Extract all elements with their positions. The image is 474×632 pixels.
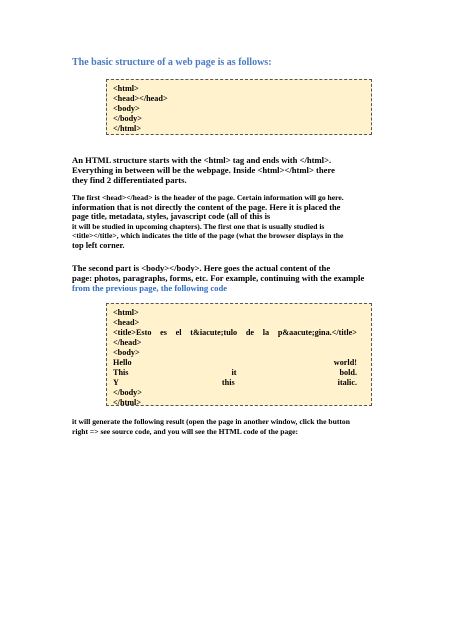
- code-line-hello: [113, 358, 357, 368]
- code-box-example: [106, 303, 372, 406]
- text-line: page title, metadata, styles, javascript code (all of this is: [72, 212, 271, 222]
- paragraph-html-structure: [72, 155, 378, 185]
- code-line: </head>: [113, 338, 142, 347]
- text-line: it will be studied in upcoming chapters). The first one that is usually studied is: [72, 221, 325, 231]
- code-word: bold.: [339, 368, 357, 377]
- text-line: <title></title>, which indicates the title of the page (what the browser displays in the: [72, 231, 344, 241]
- paragraph-body-section: [72, 263, 378, 293]
- code-line: <html>: [113, 84, 139, 93]
- code-line: <head></head>: [113, 94, 168, 103]
- code-word: de: [245, 328, 255, 337]
- code-line: </html>: [113, 398, 141, 407]
- code-line: <body>: [113, 348, 140, 357]
- text-line: Everything in between will be the webpage. Inside <html></html> there: [72, 165, 335, 175]
- code-line-bold: [113, 368, 357, 378]
- code-word: it: [231, 368, 237, 377]
- text-line: right => see source code, and you will see the HTML code of the page:: [72, 426, 298, 436]
- code-word: <title>Esto: [113, 328, 152, 337]
- text-line: page: photos, paragraphs, forms, etc. For example, continuing with the example: [72, 273, 365, 283]
- code-line: </html>: [113, 124, 141, 133]
- paragraph-head-section: [72, 193, 378, 251]
- text-line: The second part is <body></body>. Here goes the actual content of the: [72, 263, 331, 273]
- code-word: this: [221, 378, 235, 387]
- section-heading: The basic structure of a web page is as follows:: [72, 57, 272, 68]
- text-line: it will generate the following result (open the page in another window, click the button: [72, 417, 350, 426]
- previous-page-link[interactable]: from the previous page, the following code: [72, 283, 228, 293]
- paragraph-result: [72, 417, 378, 436]
- code-box-basic-structure: [106, 79, 372, 135]
- code-line: <html>: [113, 308, 139, 317]
- code-word: This: [113, 368, 129, 377]
- code-word: Y: [113, 378, 119, 387]
- code-word: t&iacute;tulo: [190, 328, 238, 337]
- text-line: information that is not directly the content of the page. Here it is placed the: [72, 202, 341, 212]
- code-line: </body>: [113, 114, 142, 123]
- code-word: world!: [333, 358, 357, 367]
- code-line-title: [113, 328, 357, 338]
- code-line: <body>: [113, 104, 140, 113]
- code-word: es: [160, 328, 167, 337]
- text-line: An HTML structure starts with the <html> tag and ends with </html>.: [72, 155, 332, 165]
- code-word: la: [262, 328, 270, 337]
- text-line: The first <head></head> is the header of the page. Certain information will go here.: [72, 193, 344, 202]
- code-line: <head>: [113, 318, 140, 327]
- code-line: </body>: [113, 388, 142, 397]
- code-word: Hello: [113, 358, 132, 367]
- code-word: el: [175, 328, 182, 337]
- text-line: top left corner.: [72, 240, 125, 250]
- code-word: p&aacute;gina.</title>: [277, 328, 357, 337]
- code-line-italic: [113, 378, 357, 388]
- code-word: italic.: [337, 378, 357, 387]
- text-line: they find 2 differentiated parts.: [72, 175, 187, 185]
